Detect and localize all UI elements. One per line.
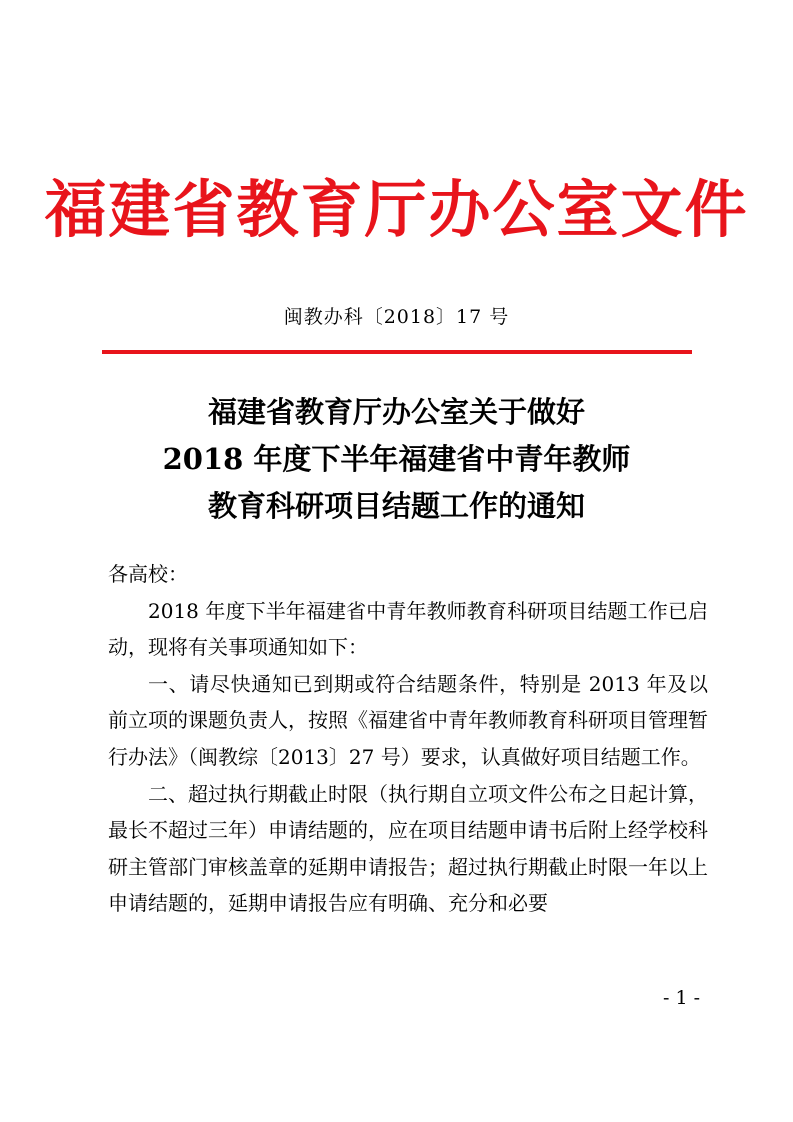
notice-title-line-3: 教育科研项目结题工作的通知 <box>207 489 585 523</box>
red-separator-line <box>102 350 692 354</box>
notice-title-line-1: 福建省教育厅办公室关于做好 <box>207 395 585 429</box>
notice-title <box>0 389 793 530</box>
paragraph-item-1: 一、请尽快通知已到期或符合结题条件，特别是 2013 年及以前立项的课题负责人，按照《福建省中青年教师教育科研项目管理暂行办法》（闽教综〔2013〕27 号）要求，认真做好项目结题工作。 <box>108 671 708 769</box>
document-number: 闽教办科〔2018〕17 号 <box>283 306 510 328</box>
salutation: 各高校： <box>108 562 188 586</box>
paragraph-item-2: 二、超过执行期截止时限（执行期自立项文件公布之日起计算，最长不超过三年）申请结题的，应在项目结题申请书后附上经学校科研主管部门审核盖章的延期申请报告；超过执行期截止时限一年以上申请结题的，延期申请报告应有明确、充分和必要 <box>108 781 708 916</box>
document-header-title: 福建省教育厅办公室文件 <box>44 173 749 246</box>
page-number: - 1 - <box>662 987 700 1009</box>
notice-title-line-2: 2018 年度下半年福建省中青年教师 <box>162 442 631 476</box>
notice-body <box>108 556 708 922</box>
paragraph-intro: 2018 年度下半年福建省中青年教师教育科研项目结题工作已启动，现将有关事项通知如下： <box>108 598 708 660</box>
